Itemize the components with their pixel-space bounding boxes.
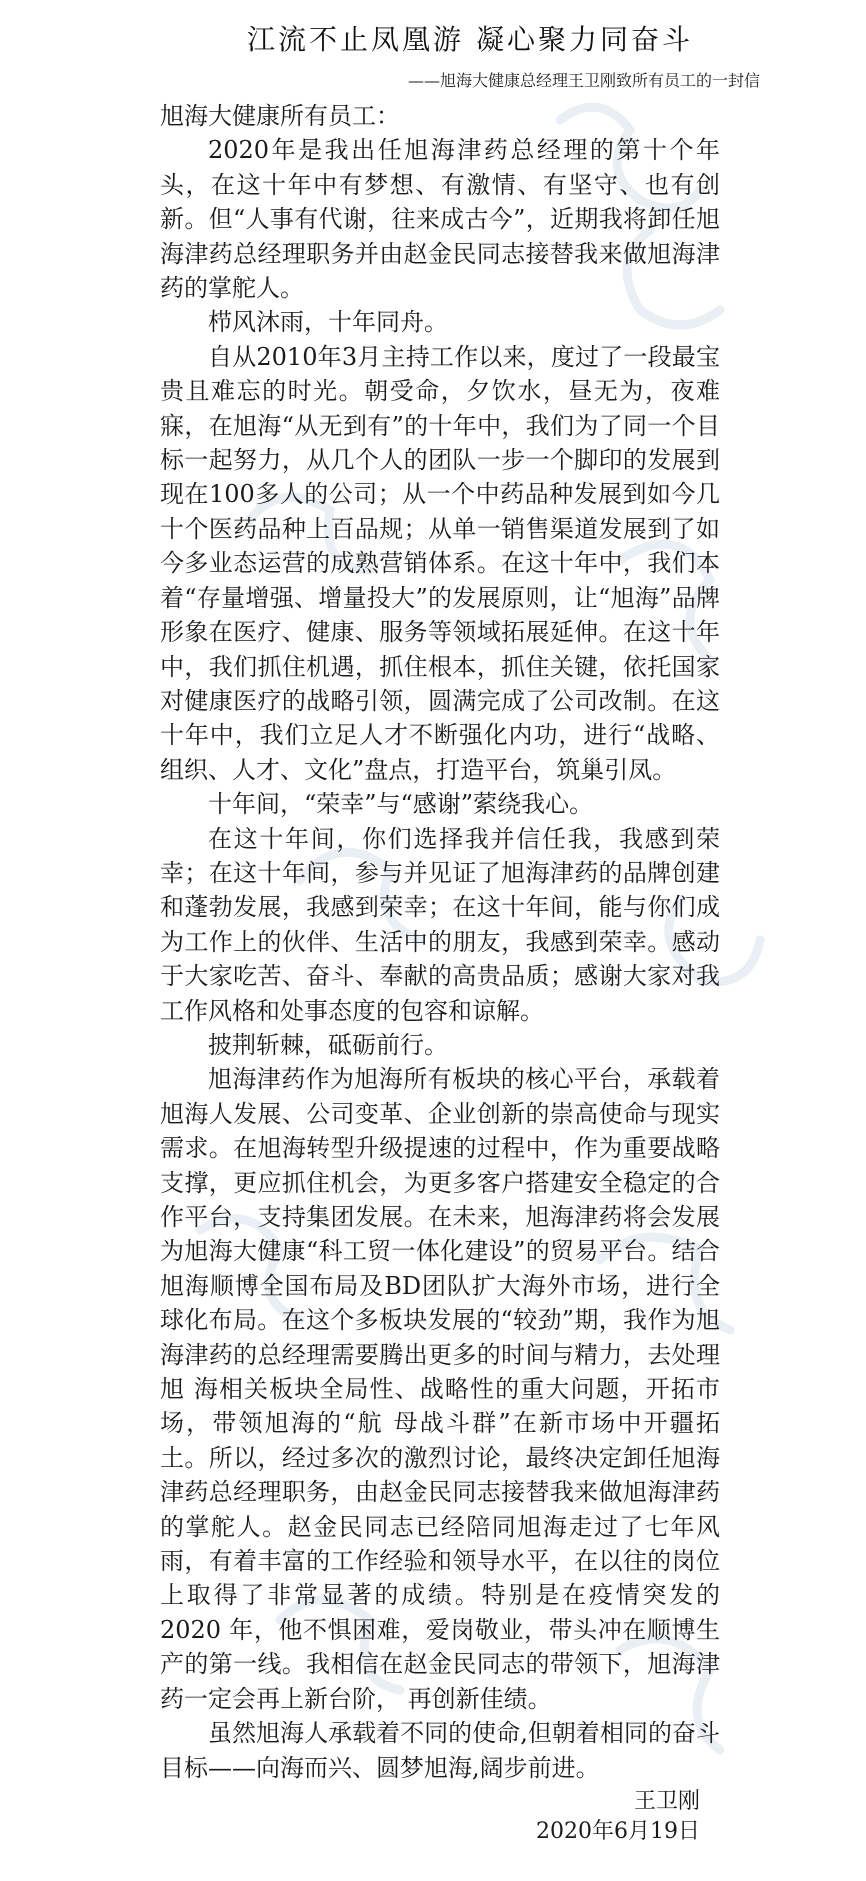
paragraph: 在这十年间，你们选择我并信任我，我感到荣幸；在这十年间，参与并见证了旭海津药的品牌创建和蓬勃发展，我感到荣幸；在这十年间，能与你们成为工作上的伙伴、生活中的朋友，我感到荣幸。感动于大家吃苦、奋斗、奉献的高贵品质；感谢大家对我工作风格和处事态度的包容和谅解。 bbox=[160, 824, 720, 1025]
paragraph: 虽然旭海人承载着不同的使命,但朝着相同的奋斗目标——向海而兴、圆梦旭海,阔步前进。 bbox=[160, 1719, 720, 1782]
letter bbox=[160, 18, 760, 1847]
page-title: 江流不止凤凰游 凝心聚力同奋斗 bbox=[247, 23, 693, 56]
paragraph: 栉风沐雨，十年同舟。 bbox=[208, 308, 448, 337]
paragraph: 十年间，“荣幸”与“感谢”萦绕我心。 bbox=[208, 790, 594, 819]
paragraph: 2020年是我出任旭海津药总经理的第十个年头，在这十年中有梦想、有激情、有坚守、也有创新。但“人事有代谢，往来成古今”，近期我将卸任旭海津药总经理职务并由赵金民同志接替我来做旭海津药的掌舵人。 bbox=[160, 136, 720, 303]
subtitle: ——旭海大健康总经理王卫刚致所有员工的一封信 bbox=[407, 71, 760, 90]
salutation: 旭海大健康所有员工： bbox=[160, 102, 400, 130]
signature: 王卫刚 bbox=[633, 1788, 700, 1814]
date: 2020年6月19日 bbox=[536, 1818, 700, 1844]
paragraph: 自从2010年3月主持工作以来，度过了一段最宝贵且难忘的时光。朝受命，夕饮水，昼无为，夜难寐，在旭海“从无到有”的十年中，我们为了同一个目标一起努力，从几个人的团队一步一个脚印的发展到现在100多人的公司；从一个中药品种发展到如今几十个医药品种上百品规；从单一销售渠道发展到了如今多业态运营的成熟营销体系。在这十年中，我们本着“存量增强、增量投大”的发展原则，让“旭海”品牌形象在医疗、健康、服务等领域拓展延伸。在这十年中，我们抓住机遇，抓住根本，抓住关键，依托国家对健康医疗的战略引领，圆满完成了公司改制。在这十年中，我们立足人才不断强化内功，进行“战略、组织、人才、文化”盘点，打造平台，筑巢引凤。 bbox=[160, 342, 720, 784]
letter-body bbox=[160, 99, 720, 1785]
paragraph: 披荆斩棘，砥砺前行。 bbox=[208, 1030, 448, 1059]
paragraph: 旭海津药作为旭海所有板块的核心平台，承载着旭海人发展、公司变革、企业创新的崇高使命与现实需求。在旭海转型升级提速的过程中，作为重要战略支撑，更应抓住机会，为更多客户搭建安全稳定的合作平台，支持集团发展。在未来，旭海津药将会发展为旭海大健康“科工贸一体化建设”的贸易平台。结合旭海顺博全国布局及BD团队扩大海外市场，进行全球化布局。在这个多板块发展的“较劲”期，我作为旭海津药的总经理需要腾出更多的时间与精力，去处理旭 海相关板块全局性、战略性的重大问题，开拓市场，带领旭海的“航 母战斗群”在新市场中开疆拓土。所以，经过多次的激烈讨论，最终决定卸任旭海津药总经理职务，由赵金民同志接替我来做旭海津药的掌舵人。赵金民同志已经陪同旭海走过了七年风雨，有着丰富的工作经验和领导水平，在以往的岗位上取得了非常显著的成绩。特别是在疫情突发的 2020 年，他不惧困难，爱岗敬业，带头冲在顺博生产的第一线。我相信在赵金民同志的带领下，旭海津药一定会再上新台阶， 再创新佳绩。 bbox=[160, 1065, 720, 1713]
